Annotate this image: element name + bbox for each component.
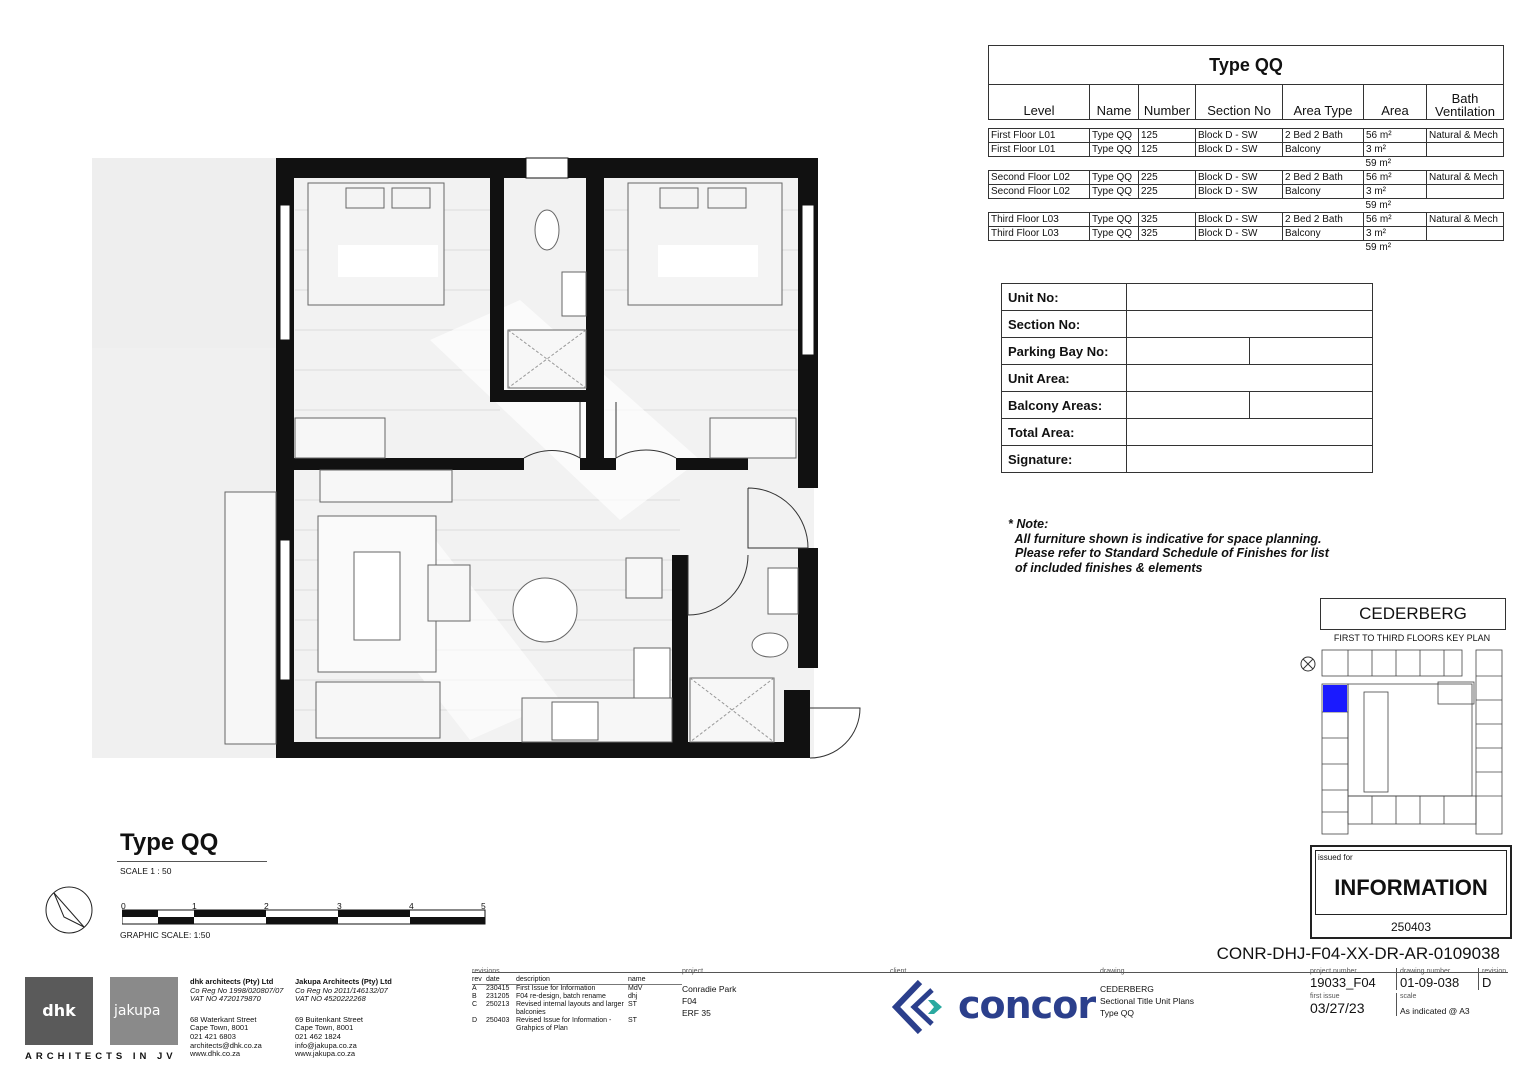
issued-status: INFORMATION: [1334, 875, 1488, 900]
signature-label: Signature:: [1002, 446, 1127, 473]
jakupa-web: www.jakupa.co.za: [295, 1049, 356, 1059]
cell-section: Block D - SW: [1196, 171, 1283, 185]
drawing-number-caption: drawing number: [1400, 968, 1451, 975]
cell-area: 56 m²: [1364, 213, 1427, 227]
cell-area-type: Balcony: [1283, 185, 1364, 199]
col-header-area-type: Area Type: [1283, 85, 1364, 120]
dhk-mail: architects@dhk.co.za: [190, 1040, 262, 1050]
col-header-level: Level: [989, 85, 1090, 120]
parking-field-2: [1250, 338, 1373, 365]
cell-area: 3 m²: [1364, 143, 1427, 157]
dhk-addr1: 68 Waterkant Street: [190, 1014, 257, 1024]
drawing-code: CONR-DHJ-F04-XX-DR-AR-0109038: [1216, 944, 1500, 963]
unit-area-field: [1127, 365, 1373, 392]
jakupa-addr1: 69 Buitenkant Street: [295, 1014, 363, 1024]
cell-area: 3 m²: [1364, 227, 1427, 241]
unit-area-label: Unit Area:: [1002, 365, 1127, 392]
dhk-logo-text: dhk: [42, 1001, 76, 1020]
project-number-caption: project number: [1310, 968, 1357, 975]
table-row: [989, 143, 1504, 157]
concor-logo-icon: [892, 980, 950, 1034]
first-issue-caption: first issue: [1310, 993, 1340, 1000]
schedule-title: Type QQ: [989, 46, 1504, 85]
cell-name: Type QQ: [1090, 129, 1139, 143]
drawing-block: [1100, 968, 1194, 1019]
jakupa-addr2: Cape Town, 8001: [295, 1023, 354, 1033]
table-row: [989, 213, 1504, 227]
cell-level: Third Floor L03: [989, 227, 1090, 241]
dhk-reg: Co Reg No 1998/020807/07: [190, 985, 284, 995]
jakupa-details: [295, 968, 392, 1059]
revisions-header: [472, 976, 682, 985]
unit-info-table: [1001, 283, 1373, 473]
parking-label: Parking Bay No:: [1002, 338, 1127, 365]
name-header: name: [628, 976, 646, 983]
table-row: [989, 227, 1504, 241]
drawing-line1: CEDERBERG: [1100, 983, 1154, 994]
cell-number: 325: [1139, 227, 1196, 241]
rev-name: MdV: [628, 985, 643, 992]
jakupa-logo-text: jakupa: [114, 1003, 161, 1019]
dhk-vat: VAT NO 4720179870: [190, 994, 261, 1004]
revision-caption: revision: [1482, 968, 1507, 975]
plan-scale: SCALE 1 : 50: [120, 866, 172, 876]
col-header-number: Number: [1139, 85, 1196, 120]
jakupa-name: Jakupa Architects (Pty) Ltd: [295, 977, 392, 986]
cell-number: 225: [1139, 171, 1196, 185]
graphic-scale-label: GRAPHIC SCALE: 1:50: [120, 930, 211, 940]
col-header-name: Name: [1090, 85, 1139, 120]
scale-value: As indicated @ A3: [1400, 1006, 1470, 1016]
cell-number: 125: [1139, 129, 1196, 143]
balcony-field-2: [1250, 392, 1373, 419]
cell-ventilation: Natural & Mech: [1427, 171, 1504, 185]
rev-description: Revised Issue for Information - Grahpics of Plan: [516, 1017, 612, 1032]
cell-number: 125: [1139, 143, 1196, 157]
cell-name: Type QQ: [1090, 213, 1139, 227]
rev-description: Revised internal layouts and larger balconies: [516, 1001, 624, 1016]
rev-date: 230415: [486, 985, 510, 992]
rev-code: D: [472, 1017, 478, 1024]
issued-for-label: issued for: [1318, 853, 1353, 862]
drawing-line2: Sectional Title Unit Plans: [1100, 995, 1195, 1006]
table-row: [989, 171, 1504, 185]
scale-tick-1: 1: [192, 901, 197, 911]
drawing-caption: drawing: [1100, 968, 1125, 975]
drawing-number-block: [1400, 968, 1479, 990]
cell-area-type: Balcony: [1283, 227, 1364, 241]
cell-name: Type QQ: [1090, 143, 1139, 157]
total-area-label: Total Area:: [1002, 419, 1127, 446]
graphic-scale-bar: [122, 908, 487, 928]
revision-block: [1482, 968, 1512, 990]
scale-caption: scale: [1400, 993, 1417, 1000]
signature-field: [1127, 446, 1373, 473]
cell-area-type: 2 Bed 2 Bath: [1283, 213, 1364, 227]
project-caption: project: [682, 968, 704, 975]
issued-for-box: [1310, 845, 1512, 939]
balcony-field-1: [1127, 392, 1250, 419]
group-total: 59 m²: [1365, 200, 1392, 211]
project-line3: ERF 35: [682, 1007, 711, 1018]
cell-area: 56 m²: [1364, 129, 1427, 143]
cell-section: Block D - SW: [1196, 129, 1283, 143]
area-schedule-table: [988, 45, 1504, 254]
cell-section: Block D - SW: [1196, 143, 1283, 157]
col-header-area: Area: [1364, 85, 1427, 120]
cell-level: First Floor L01: [989, 129, 1090, 143]
rev-name: dhj: [628, 993, 638, 1000]
project-block: [682, 968, 736, 1019]
cell-section: Block D - SW: [1196, 213, 1283, 227]
section-no-field: [1127, 311, 1373, 338]
cell-area-type: 2 Bed 2 Bath: [1283, 171, 1364, 185]
client-name: concor: [958, 983, 1096, 1027]
client-caption: client: [890, 968, 907, 975]
cell-name: Type QQ: [1090, 185, 1139, 199]
parking-field-1: [1127, 338, 1250, 365]
cell-level: Third Floor L03: [989, 213, 1090, 227]
cell-number: 325: [1139, 213, 1196, 227]
project-number-block: [1310, 968, 1397, 990]
rev-name: ST: [628, 1017, 637, 1024]
cell-name: Type QQ: [1090, 171, 1139, 185]
cell-area-type: 2 Bed 2 Bath: [1283, 129, 1364, 143]
revision-row: [472, 985, 682, 993]
scale-tick-4: 4: [409, 901, 414, 911]
col-header-section: Section No: [1196, 85, 1283, 120]
scale-tick-2: 2: [264, 901, 269, 911]
cell-number: 225: [1139, 185, 1196, 199]
scale-tick-3: 3: [337, 901, 342, 911]
cell-name: Type QQ: [1090, 227, 1139, 241]
client-block: [890, 968, 906, 977]
logo-plus: +: [96, 1003, 108, 1019]
revision-row: [472, 993, 682, 1001]
rev-description: First Issue for Information: [516, 985, 596, 992]
table-row: [989, 129, 1504, 143]
cell-ventilation: [1427, 185, 1504, 199]
revision-row: [472, 1001, 682, 1017]
balcony-label: Balcony Areas:: [1002, 392, 1127, 419]
dhk-logo: [25, 977, 93, 1045]
keyplan-title: CEDERBERG: [1320, 598, 1506, 630]
dhk-web: www.dhk.co.za: [190, 1049, 241, 1059]
date-header: date: [486, 976, 500, 983]
cell-ventilation: Natural & Mech: [1427, 129, 1504, 143]
revisions-caption: revisions: [472, 968, 500, 975]
scale-block: [1400, 993, 1508, 1016]
plan-title-underline: [117, 861, 267, 862]
revision-value: D: [1482, 975, 1492, 990]
jakupa-tel: 021 462 1824: [295, 1031, 341, 1041]
rev-description: F04 re-design, batch rename: [516, 993, 606, 1000]
architects-tagline: ARCHITECTS IN JV: [25, 1051, 177, 1062]
dhk-name: dhk architects (Pty) Ltd: [190, 977, 274, 986]
project-line2: F04: [682, 995, 697, 1006]
unit-no-label: Unit No:: [1002, 284, 1127, 311]
jakupa-reg: Co Reg No 2011/146132/07: [295, 985, 388, 995]
first-issue-block: [1310, 993, 1397, 1016]
north-arrow-icon: [44, 885, 94, 935]
key-plan: [1298, 648, 1506, 838]
total-area-field: [1127, 419, 1373, 446]
unit-no-field: [1127, 284, 1373, 311]
cell-area-type: Balcony: [1283, 143, 1364, 157]
revisions-block: [472, 968, 682, 1033]
col-header-bath-ventilation: Bath Ventilation: [1427, 85, 1504, 120]
project-number: 19033_F04: [1310, 975, 1376, 990]
jakupa-logo: [96, 977, 178, 1045]
cell-ventilation: Natural & Mech: [1427, 213, 1504, 227]
cell-level: Second Floor L02: [989, 171, 1090, 185]
jakupa-mail: info@jakupa.co.za: [295, 1040, 357, 1050]
plan-title: Type QQ: [120, 829, 219, 856]
furniture-note: * Note: All furniture shown is indicative for space planning. Please refer to Standard Schedule of Finishes for list of included finishes & elements: [1008, 517, 1329, 575]
rev-date: 250403: [486, 1017, 510, 1024]
project-line1: Conradie Park: [682, 983, 737, 994]
jakupa-vat: VAT NO 4520222268: [295, 994, 366, 1004]
rev-name: ST: [628, 1001, 637, 1008]
group-total: 59 m²: [1365, 158, 1392, 169]
cell-section: Block D - SW: [1196, 227, 1283, 241]
cell-section: Block D - SW: [1196, 185, 1283, 199]
keyplan-caption: FIRST TO THIRD FLOORS KEY PLAN: [1333, 633, 1491, 643]
cell-level: First Floor L01: [989, 143, 1090, 157]
cell-ventilation: [1427, 227, 1504, 241]
revision-row: [472, 1017, 682, 1033]
dhk-addr2: Cape Town, 8001: [190, 1023, 249, 1033]
group-total: 59 m²: [1365, 242, 1392, 253]
cell-level: Second Floor L02: [989, 185, 1090, 199]
first-issue: 03/27/23: [1310, 1000, 1365, 1016]
rev-code: C: [472, 1001, 478, 1008]
dhk-details: [190, 968, 283, 1059]
keyplan-unit-highlight: [1323, 685, 1347, 712]
section-no-label: Section No:: [1002, 311, 1127, 338]
description-header: description: [516, 976, 550, 983]
rev-date: 250213: [486, 1001, 510, 1008]
cell-area: 3 m²: [1364, 185, 1427, 199]
rev-code: B: [472, 993, 477, 1000]
cell-area: 56 m²: [1364, 171, 1427, 185]
cell-ventilation: [1427, 143, 1504, 157]
scale-tick-0: 0: [121, 901, 126, 911]
rev-header: rev: [472, 976, 482, 983]
floor-plan: [0, 0, 870, 770]
table-row: [989, 185, 1504, 199]
scale-tick-5: 5: [481, 901, 486, 911]
issued-number: 250403: [1390, 920, 1432, 934]
drawing-line3: Type QQ: [1100, 1007, 1135, 1018]
rev-code: A: [472, 985, 477, 992]
rev-date: 231205: [486, 993, 510, 1000]
dhk-tel: 021 421 6803: [190, 1031, 236, 1041]
drawing-number: 01-09-038: [1400, 975, 1460, 990]
